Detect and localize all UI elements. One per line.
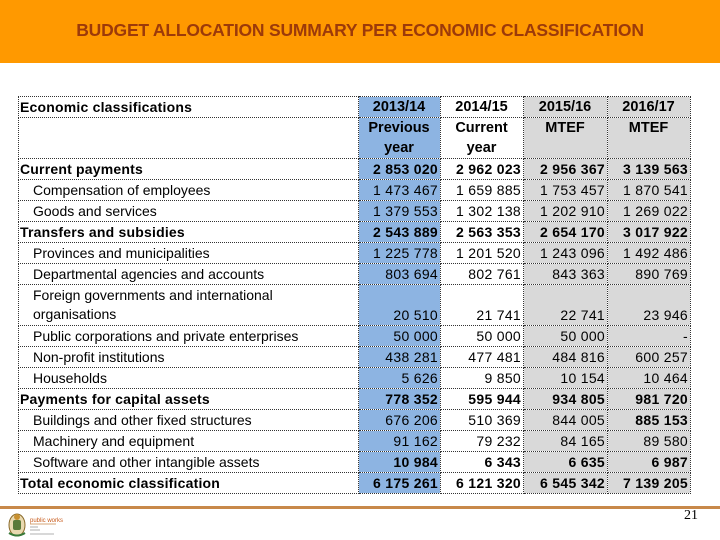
cell-value: 10 154: [524, 368, 608, 389]
table-row-item: [19, 347, 691, 368]
cell-value: 50 000: [524, 326, 608, 347]
cell-value: 10 464: [608, 368, 691, 389]
cell-value: 50 000: [359, 326, 441, 347]
table-row-item: [19, 285, 691, 326]
column-header-year: 2016/17: [608, 97, 691, 118]
row-label: Departmental agencies and accounts: [19, 264, 359, 285]
cell-value: 6 343: [441, 452, 524, 473]
table-row-category: [19, 222, 691, 243]
row-label: Software and other intangible assets: [19, 452, 359, 473]
table-row-item: [19, 368, 691, 389]
logo-text: public works: [30, 518, 64, 524]
cell-value: 21 741: [441, 285, 524, 326]
cell-value: 3 139 563: [608, 159, 691, 180]
row-label: Goods and services: [19, 201, 359, 222]
table-row-item: [19, 243, 691, 264]
cell-value: 600 257: [608, 347, 691, 368]
cell-value: 2 654 170: [524, 222, 608, 243]
cell-value: 22 741: [524, 285, 608, 326]
column-header-line: MTEF: [545, 120, 585, 136]
cell-value: 5 626: [359, 368, 441, 389]
cell-value: 6 635: [524, 452, 608, 473]
budget-table-container: [18, 96, 690, 494]
column-header-descriptor: [359, 118, 441, 159]
cell-value: 6 545 342: [524, 473, 608, 494]
label-column-header: Economic classifications: [19, 97, 359, 118]
cell-value: 7 139 205: [608, 473, 691, 494]
table-row-item: [19, 410, 691, 431]
column-header-year: 2015/16: [524, 97, 608, 118]
row-label: Current payments: [19, 159, 359, 180]
cell-value: 843 363: [524, 264, 608, 285]
page-number: 21: [684, 508, 698, 523]
column-header-descriptor: [524, 118, 608, 159]
footer-divider: [0, 506, 720, 509]
row-label: Public corporations and private enterprises: [19, 326, 359, 347]
cell-value: 89 580: [608, 431, 691, 452]
table-row-item: [19, 264, 691, 285]
column-header-year: 2014/15: [441, 97, 524, 118]
cell-value: 2 962 023: [441, 159, 524, 180]
cell-value: 6 987: [608, 452, 691, 473]
table-row-item: [19, 201, 691, 222]
cell-value: 1 269 022: [608, 201, 691, 222]
cell-value: 6 175 261: [359, 473, 441, 494]
cell-value: 802 761: [441, 264, 524, 285]
cell-value: 510 369: [441, 410, 524, 431]
cell-value: 1 870 541: [608, 180, 691, 201]
cell-value: 1 225 778: [359, 243, 441, 264]
table-row-item: [19, 431, 691, 452]
cell-value: 2 543 889: [359, 222, 441, 243]
table-row-category: [19, 389, 691, 410]
row-label: Machinery and equipment: [19, 431, 359, 452]
column-header-line: Current: [455, 120, 508, 136]
column-header-line: MTEF: [628, 120, 669, 136]
cell-value: 981 720: [608, 389, 691, 410]
row-label: Transfers and subsidies: [19, 222, 359, 243]
cell-value: 890 769: [608, 264, 691, 285]
cell-value: 1 202 910: [524, 201, 608, 222]
column-header-descriptor: [608, 118, 691, 159]
row-label: Foreign governments and international organisations: [19, 285, 359, 326]
row-label: Non-profit institutions: [19, 347, 359, 368]
cell-value: 778 352: [359, 389, 441, 410]
cell-value: 1 753 457: [524, 180, 608, 201]
cell-value: 2 853 020: [359, 159, 441, 180]
cell-value: 91 162: [359, 431, 441, 452]
cell-value: 844 005: [524, 410, 608, 431]
cell-value: 934 805: [524, 389, 608, 410]
cell-value: 1 659 885: [441, 180, 524, 201]
cell-value: 438 281: [359, 347, 441, 368]
slide-title: BUDGET ALLOCATION SUMMARY PER ECONOMIC CLASSIFICATION: [76, 20, 644, 40]
row-label: Provinces and municipalities: [19, 243, 359, 264]
column-header-line: Previous: [368, 120, 430, 136]
column-header-descriptor: [441, 118, 524, 159]
column-header-line: year: [466, 140, 497, 156]
header-row-years: [19, 97, 691, 118]
cell-value: 1 201 520: [441, 243, 524, 264]
cell-value: 595 944: [441, 389, 524, 410]
cell-value: 676 206: [359, 410, 441, 431]
budget-table: [18, 96, 691, 494]
row-label: Buildings and other fixed structures: [19, 410, 359, 431]
row-label: Payments for capital assets: [19, 389, 359, 410]
header-row-descriptors: [19, 118, 691, 159]
public-works-logo: [6, 511, 66, 539]
table-row-category: [19, 159, 691, 180]
cell-value: 1 243 096: [524, 243, 608, 264]
cell-value: 79 232: [441, 431, 524, 452]
cell-value: 484 816: [524, 347, 608, 368]
table-row-item: [19, 180, 691, 201]
cell-value: 3 017 922: [608, 222, 691, 243]
table-row-category: [19, 473, 691, 494]
column-header-line: year: [384, 140, 414, 156]
table-body: [19, 159, 691, 494]
cell-value: 477 481: [441, 347, 524, 368]
coat-of-arms-icon: [6, 511, 66, 539]
cell-value: 803 694: [359, 264, 441, 285]
row-label: Total economic classification: [19, 473, 359, 494]
cell-value: 1 379 553: [359, 201, 441, 222]
cell-value: 1 302 138: [441, 201, 524, 222]
label-header-spacer: [19, 118, 359, 159]
cell-value: 1 492 486: [608, 243, 691, 264]
column-header-year: 2013/14: [359, 97, 441, 118]
cell-value: 1 473 467: [359, 180, 441, 201]
cell-value: 23 946: [608, 285, 691, 326]
cell-value: 2 956 367: [524, 159, 608, 180]
row-label: Households: [19, 368, 359, 389]
cell-value: 885 153: [608, 410, 691, 431]
row-label: Compensation of employees: [19, 180, 359, 201]
title-bar: [0, 0, 720, 63]
cell-value: 2 563 353: [441, 222, 524, 243]
cell-value: 20 510: [359, 285, 441, 326]
cell-value: 10 984: [359, 452, 441, 473]
cell-value: 50 000: [441, 326, 524, 347]
cell-value: 6 121 320: [441, 473, 524, 494]
cell-value: -: [608, 326, 691, 347]
cell-value: 84 165: [524, 431, 608, 452]
table-row-item: [19, 452, 691, 473]
table-row-item: [19, 326, 691, 347]
cell-value: 9 850: [441, 368, 524, 389]
